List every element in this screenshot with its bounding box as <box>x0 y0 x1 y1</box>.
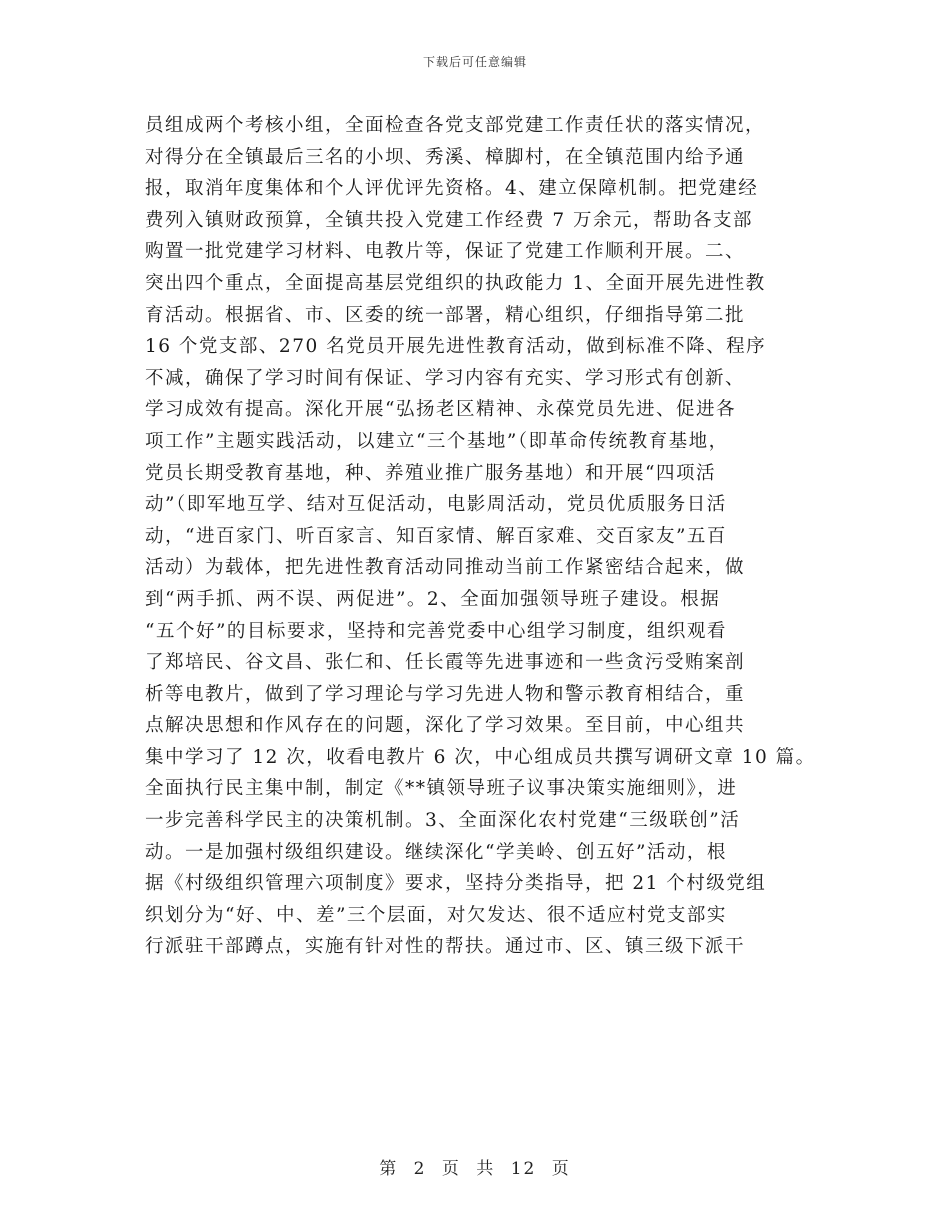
body-line-12: 党员长期受教育基地，种、养殖业推广服务基地）和开展“四项活 <box>145 462 716 484</box>
body-line-23: 一步完善科学民主的决策机制。3、全面深化农村党建“三级联创”活 <box>145 810 741 832</box>
body-line-9: 不减，确保了学习时间有保证、学习内容有充实、学习形式有创新、 <box>145 367 746 389</box>
body-line-2: 对得分在全镇最后三名的小坝、秀溪、樟脚村，在全镇范围内给予通 <box>145 146 746 168</box>
body-line-7: 育活动。根据省、市、区委的统一部署，精心组织，仔细指导第二批 <box>145 304 746 326</box>
body-line-26: 织划分为“好、中、差”三个层面，对欠发达、很不适应村党支部实 <box>145 904 727 926</box>
body-line-10: 学习成效有提高。深化开展“弘扬老区精神、永葆党员先进、促进各 <box>145 399 736 421</box>
body-line-15: 活动）为载体，把先进性教育活动同推动当前工作紧密结合起来，做 <box>145 557 746 579</box>
body-line-27: 行派驻干部蹲点，实施有针对性的帮扶。通过市、区、镇三级下派干 <box>145 936 746 958</box>
body-line-14: 动，“进百家门、听百家言、知百家情、解百家难、交百家友”五百 <box>145 525 727 547</box>
body-line-6: 突出四个重点，全面提高基层党组织的执政能力 1、全面开展先进性教 <box>145 272 766 294</box>
body-line-5: 购置一批党建学习材料、电教片等，保证了党建工作顺利开展。二、 <box>145 241 746 263</box>
body-line-24: 动。一是加强村级组织建设。继续深化“学美岭、创五好”活动，根 <box>145 841 727 863</box>
body-line-16: 到“两手抓、两不误、两促进”。2、全面加强领导班子建设。根据 <box>145 588 721 610</box>
body-line-4: 费列入镇财政预算，全镇共投入党建工作经费 7 万余元，帮助各支部 <box>145 209 754 231</box>
body-line-3: 报，取消年度集体和个人评优评先资格。4、建立保障机制。把党建经 <box>145 178 759 200</box>
document-body <box>145 110 845 963</box>
body-line-13: 动”（即军地互学、结对互促活动，电影周活动，党员优质服务日活 <box>145 494 727 516</box>
body-line-20: 点解决思想和作风存在的问题，深化了学习效果。至目前，中心组共 <box>145 715 746 737</box>
body-line-19: 析等电教片，做到了学习理论与学习先进人物和警示教育相结合，重 <box>145 683 746 705</box>
body-line-8: 16 个党支部、270 名党员开展先进性教育活动，做到标准不降、程序 <box>145 336 767 358</box>
body-line-11: 项工作”主题实践活动，以建立“三个基地”（即革命传统教育基地， <box>145 430 729 452</box>
page-header: 下载后可任意编辑 <box>422 55 527 69</box>
body-line-1: 员组成两个考核小组，全面检查各党支部党建工作责任状的落实情况， <box>145 115 766 136</box>
body-line-22: 全面执行民主集中制，制定《**镇领导班子议事决策实施细则》，进 <box>145 778 738 800</box>
body-line-25: 据《村级组织管理六项制度》要求，坚持分类指导，把 21 个村级党组 <box>145 873 767 895</box>
body-line-18: 了郑培民、谷文昌、张仁和、任长霞等先进事迹和一些贪污受贿案剖 <box>145 652 746 674</box>
body-line-17: “五个好”的目标要求，坚持和完善党委中心组学习制度，组织观看 <box>145 620 727 642</box>
body-line-21: 集中学习了 12 次，收看电教片 6 次，中心组成员共撰写调研文章 10 篇。 <box>145 746 816 768</box>
page-number-footer: 第 2 页 共 12 页 <box>379 1159 571 1179</box>
